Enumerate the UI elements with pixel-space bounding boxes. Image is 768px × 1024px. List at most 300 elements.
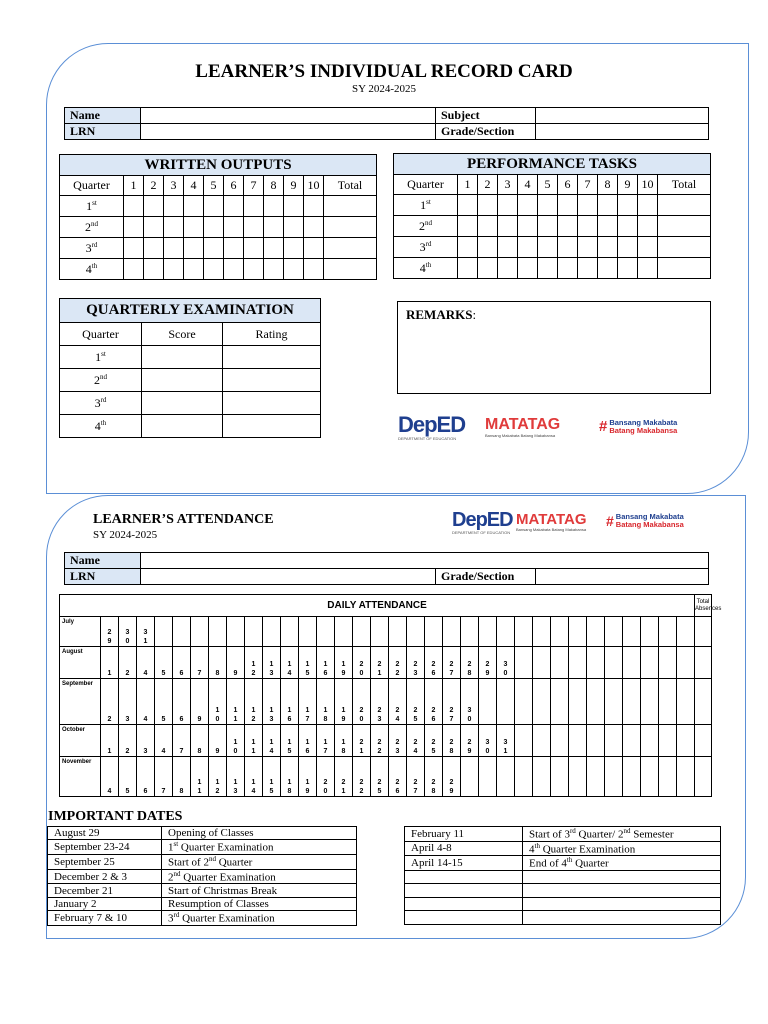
attendance-day-cell[interactable] [353,647,371,679]
attendance-day-cell[interactable] [209,757,227,797]
performance-tasks-quarter-3 [394,237,458,258]
performance-tasks-cell[interactable] [478,195,498,216]
attendance-day-cell[interactable] [245,757,263,797]
attendance-day-cell[interactable] [587,757,605,797]
attendance-day-cell[interactable] [623,647,641,679]
attendance-day-cell[interactable] [425,647,443,679]
attendance-day-cell[interactable] [659,757,677,797]
attendance-day-cell[interactable] [533,679,551,725]
attendance-day-cell[interactable] [677,647,695,679]
attendance-day-cell[interactable] [335,725,353,757]
attendance-day-cell[interactable] [119,647,137,679]
performance-tasks-cell[interactable] [598,216,618,237]
attendance-day-cell[interactable] [245,647,263,679]
written-outputs-cell[interactable] [284,238,304,259]
attendance-day-cell[interactable] [533,647,551,679]
written-outputs-cell[interactable] [164,259,184,280]
performance-tasks-cell[interactable] [498,237,518,258]
written-outputs-cell[interactable] [284,259,304,280]
performance-tasks-col-5: 5 [538,175,558,195]
performance-tasks-cell[interactable] [658,258,711,279]
performance-tasks-cell[interactable] [518,258,538,279]
attendance-day-cell[interactable] [497,617,515,647]
performance-tasks-cell[interactable] [618,258,638,279]
attendance-day-cell[interactable] [227,725,245,757]
attendance-day-cell[interactable] [281,617,299,647]
qe-rating-cell[interactable] [223,392,321,415]
written-outputs-cell[interactable] [144,238,164,259]
attendance-day-cell[interactable] [641,725,659,757]
written-outputs-cell[interactable] [264,217,284,238]
qe-rating-cell[interactable] [223,369,321,392]
written-outputs-cell[interactable] [144,217,164,238]
day-number: 21 [341,779,346,795]
attendance-day-cell[interactable] [227,757,245,797]
event-sup: th [566,856,573,865]
attendance-day-cell[interactable] [155,617,173,647]
written-outputs-cell[interactable] [144,196,164,217]
attendance-day-cell[interactable] [677,757,695,797]
attendance-day-cell[interactable] [389,757,407,797]
attendance-day-cell[interactable] [371,757,389,797]
written-outputs-cell[interactable] [264,259,284,280]
attendance-day-cell[interactable] [389,617,407,647]
attendance-day-cell[interactable] [659,725,677,757]
written-outputs-cell[interactable] [164,217,184,238]
written-outputs-cell[interactable] [264,196,284,217]
attendance-day-cell[interactable] [623,725,641,757]
attendance-day-cell[interactable] [515,617,533,647]
attendance-day-cell[interactable] [299,757,317,797]
performance-tasks-quarter-1 [394,195,458,216]
written-outputs-cell[interactable] [204,259,224,280]
performance-tasks-cell[interactable] [558,237,578,258]
att-name-field[interactable] [141,553,709,569]
attendance-day-cell[interactable] [119,757,137,797]
attendance-day-cell[interactable] [497,647,515,679]
written-outputs-quarter-sup: st [92,198,97,207]
attendance-day-cell[interactable] [479,679,497,725]
performance-tasks-cell[interactable] [638,195,658,216]
attendance-day-cell[interactable] [353,679,371,725]
written-outputs-cell[interactable] [304,238,324,259]
attendance-day-cell[interactable] [551,757,569,797]
attendance-day-cell[interactable] [245,679,263,725]
attendance-day-cell[interactable] [407,647,425,679]
performance-tasks-cell[interactable] [638,216,658,237]
attendance-day-cell[interactable] [497,757,515,797]
attendance-day-cell[interactable] [641,679,659,725]
attendance-day-cell[interactable] [569,617,587,647]
day-number: 3 [125,716,130,723]
day-number: 12 [251,661,256,677]
attendance-day-cell[interactable] [461,725,479,757]
attendance-day-cell[interactable] [191,725,209,757]
attendance-day-cell[interactable] [425,725,443,757]
written-outputs-cell[interactable] [284,217,304,238]
attendance-day-cell[interactable] [371,647,389,679]
attendance-day-cell[interactable] [605,725,623,757]
attendance-day-cell[interactable] [299,617,317,647]
attendance-day-cell[interactable] [227,647,245,679]
day-number: 18 [287,779,292,795]
month-total-absences-cell[interactable] [695,757,712,797]
matatag-logo-2 [516,512,587,532]
attendance-day-cell[interactable] [317,757,335,797]
attendance-day-cell[interactable] [371,725,389,757]
attendance-day-cell[interactable] [497,679,515,725]
written-outputs-cell[interactable] [224,217,244,238]
qe-score-cell[interactable] [142,346,223,369]
attendance-day-cell[interactable] [317,725,335,757]
attendance-day-cell[interactable] [299,725,317,757]
att-lrn-label: LRN [65,569,141,585]
attendance-day-cell[interactable] [407,679,425,725]
attendance-day-cell[interactable] [587,679,605,725]
attendance-day-cell[interactable] [317,617,335,647]
attendance-day-cell[interactable] [263,617,281,647]
attendance-day-cell[interactable] [605,679,623,725]
grade-section-field[interactable] [536,124,709,140]
written-outputs-cell[interactable] [164,196,184,217]
attendance-day-cell[interactable] [353,617,371,647]
performance-tasks-cell[interactable] [538,258,558,279]
attendance-day-cell[interactable] [551,679,569,725]
performance-tasks-cell[interactable] [558,258,578,279]
written-outputs-cell[interactable] [204,196,224,217]
attendance-day-cell[interactable] [335,757,353,797]
written-outputs-cell[interactable] [224,196,244,217]
performance-tasks-cell[interactable] [618,195,638,216]
attendance-day-cell[interactable] [587,647,605,679]
attendance-day-cell[interactable] [137,725,155,757]
attendance-day-cell[interactable] [425,757,443,797]
attendance-day-cell[interactable] [479,647,497,679]
attendance-day-cell[interactable] [263,725,281,757]
attendance-day-cell[interactable] [119,725,137,757]
attendance-day-cell[interactable] [101,617,119,647]
attendance-day-cell[interactable] [137,679,155,725]
attendance-day-cell[interactable] [659,647,677,679]
attendance-day-cell[interactable] [479,617,497,647]
performance-tasks-cell[interactable] [598,195,618,216]
attendance-day-cell[interactable] [209,725,227,757]
attendance-day-cell[interactable] [515,647,533,679]
attendance-day-cell[interactable] [317,679,335,725]
attendance-day-cell[interactable] [551,647,569,679]
month-total-absences-cell[interactable] [695,679,712,725]
attendance-day-cell[interactable] [479,757,497,797]
attendance-day-cell[interactable] [587,725,605,757]
attendance-day-cell[interactable] [173,757,191,797]
performance-tasks-cell[interactable] [578,195,598,216]
attendance-day-cell[interactable] [641,647,659,679]
written-outputs-cell[interactable] [184,196,204,217]
written-outputs-cell[interactable] [224,259,244,280]
attendance-day-cell[interactable] [173,679,191,725]
performance-tasks-cell[interactable] [638,258,658,279]
attendance-day-cell[interactable] [461,757,479,797]
written-outputs-cell[interactable] [184,238,204,259]
performance-tasks-cell[interactable] [498,258,518,279]
performance-tasks-cell[interactable] [498,216,518,237]
important-dates-title: IMPORTANT DATES [48,809,183,824]
attendance-day-cell[interactable] [443,647,461,679]
att-grade-field[interactable] [536,569,709,585]
written-outputs-cell[interactable] [204,238,224,259]
attendance-day-cell[interactable] [443,757,461,797]
day-number: 30 [485,739,490,755]
written-outputs-row [60,217,377,238]
day-number: 24 [413,739,418,755]
performance-tasks-cell[interactable] [578,237,598,258]
written-outputs-cell[interactable] [324,217,377,238]
performance-tasks-cell[interactable] [658,216,711,237]
performance-tasks-cell[interactable] [538,216,558,237]
subject-field[interactable] [536,108,709,124]
important-date-row [405,856,721,871]
written-outputs-total-header: Total [324,176,377,196]
attendance-day-cell[interactable] [137,647,155,679]
performance-tasks-cell[interactable] [538,237,558,258]
attendance-day-cell[interactable] [659,679,677,725]
attendance-day-cell[interactable] [569,725,587,757]
performance-tasks-cell[interactable] [618,237,638,258]
written-outputs-cell[interactable] [324,238,377,259]
attendance-day-cell[interactable] [479,725,497,757]
attendance-day-cell[interactable] [533,757,551,797]
qe-rating-cell[interactable] [223,346,321,369]
attendance-day-cell[interactable] [461,617,479,647]
attendance-day-cell[interactable] [137,617,155,647]
qe-rating-cell[interactable] [223,415,321,438]
attendance-day-cell[interactable] [209,617,227,647]
attendance-day-cell[interactable] [515,757,533,797]
written-outputs-cell[interactable] [324,196,377,217]
written-outputs-cell[interactable] [124,238,144,259]
attendance-day-cell[interactable] [641,757,659,797]
written-outputs-cell[interactable] [164,238,184,259]
attendance-day-cell[interactable] [335,647,353,679]
attendance-day-cell[interactable] [281,757,299,797]
written-outputs-cell[interactable] [324,259,377,280]
month-total-absences-cell[interactable] [695,647,712,679]
written-outputs-cell[interactable] [224,238,244,259]
performance-tasks-cell[interactable] [558,195,578,216]
attendance-day-cell[interactable] [173,617,191,647]
attendance-day-cell[interactable] [659,617,677,647]
attendance-day-cell[interactable] [263,647,281,679]
attendance-day-cell[interactable] [461,647,479,679]
attendance-day-cell[interactable] [173,647,191,679]
month-label-0: July [60,617,101,647]
attendance-day-cell[interactable] [407,757,425,797]
written-outputs-cell[interactable] [124,217,144,238]
attendance-day-cell[interactable] [299,647,317,679]
day-number: 1 [107,670,112,677]
event-sup: th [534,841,540,850]
attendance-day-cell[interactable] [605,647,623,679]
attendance-day-cell[interactable] [461,679,479,725]
attendance-day-cell[interactable] [551,617,569,647]
written-outputs-cell[interactable] [184,217,204,238]
attendance-day-cell[interactable] [389,647,407,679]
written-outputs-cell[interactable] [244,238,264,259]
attendance-day-cell[interactable] [623,617,641,647]
performance-tasks-cell[interactable] [658,195,711,216]
attendance-day-cell[interactable] [317,647,335,679]
attendance-day-cell[interactable] [407,617,425,647]
performance-tasks-cell[interactable] [518,195,538,216]
written-outputs-cell[interactable] [204,217,224,238]
attendance-day-cell[interactable] [155,647,173,679]
attendance-day-cell[interactable] [677,679,695,725]
performance-tasks-cell[interactable] [478,258,498,279]
attendance-day-cell[interactable] [515,679,533,725]
attendance-day-cell[interactable] [443,679,461,725]
month-total-absences-cell[interactable] [695,725,712,757]
attendance-day-cell[interactable] [281,679,299,725]
attendance-day-cell[interactable] [623,679,641,725]
attendance-day-cell[interactable] [335,679,353,725]
performance-tasks-cell[interactable] [498,195,518,216]
attendance-day-cell[interactable] [569,679,587,725]
performance-tasks-cell[interactable] [598,237,618,258]
attendance-day-cell[interactable] [119,679,137,725]
attendance-day-cell[interactable] [209,647,227,679]
attendance-day-cell[interactable] [443,617,461,647]
qe-score-cell[interactable] [142,415,223,438]
attendance-day-cell[interactable] [605,757,623,797]
written-outputs-cell[interactable] [124,196,144,217]
name-field[interactable] [141,108,436,124]
attendance-day-cell[interactable] [425,617,443,647]
performance-tasks-cell[interactable] [638,237,658,258]
attendance-day-cell[interactable] [101,725,119,757]
attendance-day-cell[interactable] [155,757,173,797]
attendance-day-cell[interactable] [605,617,623,647]
attendance-day-cell[interactable] [641,617,659,647]
attendance-day-cell[interactable] [191,757,209,797]
performance-tasks-cell[interactable] [478,216,498,237]
written-outputs-cell[interactable] [124,259,144,280]
attendance-day-cell[interactable] [425,679,443,725]
written-outputs-cell[interactable] [144,259,164,280]
remarks-box[interactable] [397,301,711,394]
attendance-day-cell[interactable] [155,725,173,757]
written-outputs-cell[interactable] [304,196,324,217]
performance-tasks-cell[interactable] [518,216,538,237]
attendance-day-cell[interactable] [263,757,281,797]
attendance-day-cell[interactable] [245,617,263,647]
attendance-day-cell[interactable] [371,679,389,725]
written-outputs-cell[interactable] [244,259,264,280]
attendance-day-cell[interactable] [191,617,209,647]
attendance-day-cell[interactable] [173,725,191,757]
attendance-day-cell[interactable] [551,725,569,757]
attendance-day-cell[interactable] [101,647,119,679]
attendance-day-cell[interactable] [101,757,119,797]
attendance-day-cell[interactable] [569,647,587,679]
performance-tasks-cell[interactable] [458,216,478,237]
qe-score-cell[interactable] [142,369,223,392]
written-outputs-cell[interactable] [264,238,284,259]
attendance-day-cell[interactable] [587,617,605,647]
performance-tasks-cell[interactable] [518,237,538,258]
attendance-day-cell[interactable] [281,647,299,679]
attendance-day-cell[interactable] [353,757,371,797]
performance-tasks-cell[interactable] [458,195,478,216]
written-outputs-quarter-num: 3 [85,240,92,255]
lrn-field[interactable] [141,124,436,140]
performance-tasks-cell[interactable] [458,258,478,279]
attendance-day-cell[interactable] [497,725,515,757]
written-outputs-cell[interactable] [284,196,304,217]
written-outputs-title: WRITTEN OUTPUTS [60,155,377,176]
written-outputs-cell[interactable] [304,217,324,238]
attendance-day-cell[interactable] [623,757,641,797]
written-outputs-cell[interactable] [304,259,324,280]
month-total-absences-cell[interactable] [695,617,712,647]
attendance-day-cell[interactable] [263,679,281,725]
attendance-day-cell[interactable] [299,679,317,725]
attendance-day-cell[interactable] [533,725,551,757]
day-number: 13 [269,707,274,723]
attendance-day-cell[interactable] [569,757,587,797]
attendance-day-cell[interactable] [281,725,299,757]
attendance-day-cell[interactable] [677,725,695,757]
attendance-day-cell[interactable] [119,617,137,647]
att-lrn-field[interactable] [141,569,436,585]
attendance-day-cell[interactable] [191,679,209,725]
attendance-day-cell[interactable] [227,679,245,725]
attendance-day-cell[interactable] [533,617,551,647]
attendance-day-cell[interactable] [209,679,227,725]
performance-tasks-cell[interactable] [578,258,598,279]
attendance-day-cell[interactable] [335,617,353,647]
performance-tasks-cell[interactable] [658,237,711,258]
attendance-day-cell[interactable] [515,725,533,757]
attendance-day-cell[interactable] [443,725,461,757]
attendance-day-cell[interactable] [245,725,263,757]
performance-tasks-cell[interactable] [478,237,498,258]
performance-tasks-cell[interactable] [618,216,638,237]
attendance-day-cell[interactable] [677,617,695,647]
day-number: 17 [323,739,328,755]
attendance-day-cell[interactable] [389,679,407,725]
attendance-day-cell[interactable] [227,617,245,647]
performance-tasks-cell[interactable] [558,216,578,237]
performance-tasks-cell[interactable] [598,258,618,279]
attendance-day-cell[interactable] [407,725,425,757]
attendance-day-cell[interactable] [389,725,407,757]
written-outputs-cell[interactable] [244,217,264,238]
attendance-day-cell[interactable] [101,679,119,725]
attendance-day-cell[interactable] [371,617,389,647]
written-outputs-cell[interactable] [244,196,264,217]
qe-score-cell[interactable] [142,392,223,415]
performance-tasks-cell[interactable] [578,216,598,237]
written-outputs-cell[interactable] [184,259,204,280]
attendance-day-cell[interactable] [191,647,209,679]
attendance-day-cell[interactable] [353,725,371,757]
event-prefix: Start of 2 [168,856,209,869]
performance-tasks-cell[interactable] [538,195,558,216]
performance-tasks-cell[interactable] [458,237,478,258]
attendance-day-cell[interactable] [137,757,155,797]
attendance-day-cell[interactable] [155,679,173,725]
attendance-month-row [60,725,712,757]
